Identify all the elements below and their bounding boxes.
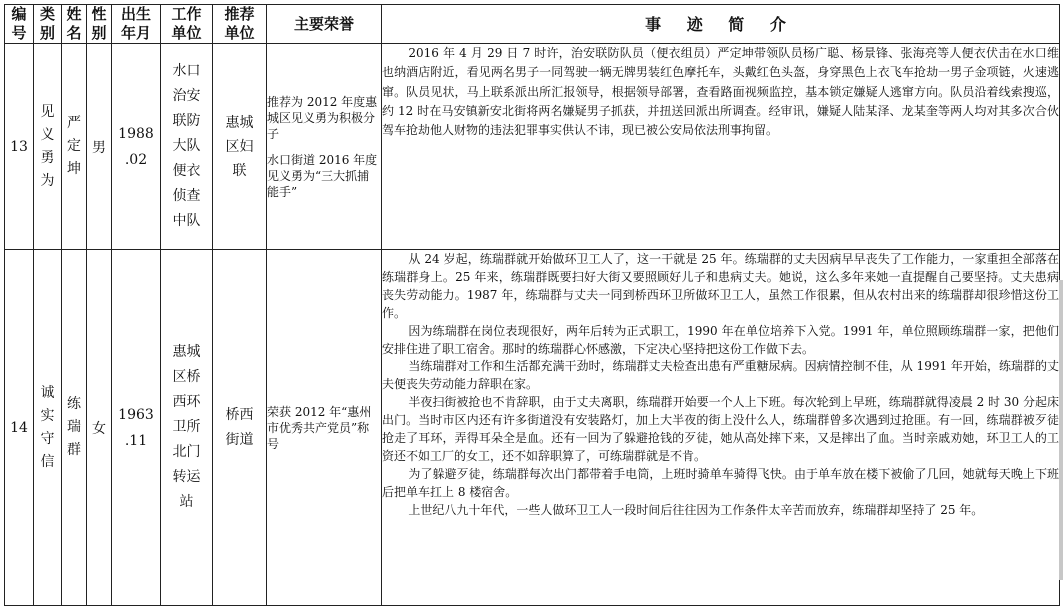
row-category: 诚实守信 bbox=[34, 250, 62, 606]
header-birth: 出生年月 bbox=[112, 5, 161, 44]
row-birth bbox=[112, 44, 161, 250]
vertical-scrollbar[interactable] bbox=[1059, 280, 1063, 580]
story-paragraph: 从 24 岁起，练瑞群就开始做环卫工人了，这一干就是 25 年。练瑞群的丈夫因病早早丧失了工作能力，一家重担全部落在练瑞群身上。25 年来，练瑞群既要扫好大街又要照顾好儿子和患病丈夫。她说，这么多年来她一直提醒自己要坚持。丈夫患病丧失劳动能力。1987 年，练瑞群与丈夫一同到桥西环卫所做环卫工人，虽然工作很累，但从农村出来的练瑞群却很珍惜这份工作。 bbox=[382, 252, 1059, 320]
header-category: 类别 bbox=[34, 5, 62, 44]
header-gender: 性别 bbox=[87, 5, 112, 44]
header-no: 编号 bbox=[5, 5, 34, 44]
row-category: 见义勇为 bbox=[34, 44, 62, 250]
honor-item: 推荐为 2012 年度惠城区见义勇为积极分子 bbox=[267, 94, 378, 141]
honor-item: 荣获 2012 年“惠州市优秀共产党员”称号 bbox=[267, 404, 372, 451]
row-birth-month: .11 bbox=[124, 432, 148, 449]
row-story bbox=[382, 44, 1060, 250]
story-paragraph: 半夜扫街被抢也不肯辞职，由于丈夫离职，练瑞群开始要一个人上下班。每次轮到上早班，练瑞群就得凌晨 2 时 30 分起床出门。当时市区内还有许多街道没有安装路灯，加上大半夜的街上没什么人，练瑞群曾多次遇到过抢匪。有一回，练瑞群被歹徒抢走了耳环，弄得耳朵全是血。还有一回为了躲避抢钱的歹徒，她从高处摔下来，又是摔出了血。当时亲戚劝她，环卫工人的工资还不如工厂的女工，还不如辞职算了，可练瑞群就是不肯。 bbox=[382, 395, 1059, 463]
row-birth-year: 1963 bbox=[118, 406, 154, 423]
story-paragraph: 上世纪八九十年代，一些人做环卫工人一段时间后往往因为工作条件太辛苦而放弃，练瑞群却坚持了 25 年。 bbox=[408, 502, 984, 517]
row-name: 严定坤 bbox=[62, 44, 87, 250]
row-recommender: 惠城区妇联 bbox=[213, 44, 267, 250]
table-row bbox=[5, 44, 1060, 250]
row-birth-month: .02 bbox=[124, 151, 148, 168]
table-row bbox=[5, 250, 1060, 606]
header-story: 事 迹 简 介 bbox=[382, 5, 1060, 44]
row-story bbox=[382, 250, 1060, 606]
header-name: 姓名 bbox=[62, 5, 87, 44]
story-paragraph: 因为练瑞群在岗位表现很好，两年后转为正式职工，1990 年在单位培养下入党。1991 年，单位照顾练瑞群一家，把他们安排住进了职工宿舍。那时的练瑞群心怀感激，下定决心坚持把这份工作做下去。 bbox=[382, 323, 1059, 356]
story-paragraph: 当练瑞群对工作和生活都充满干劲时，练瑞群丈夫检查出患有严重糖尿病。因病情控制不佳，从 1991 年开始，练瑞群的丈夫便丧失劳动能力辞职在家。 bbox=[382, 359, 1059, 392]
row-honors bbox=[267, 44, 382, 250]
row-no: 14 bbox=[5, 250, 34, 606]
row-honors bbox=[267, 250, 382, 606]
row-gender: 男 bbox=[87, 44, 112, 250]
row-name: 练瑞群 bbox=[62, 250, 87, 606]
header-row bbox=[5, 5, 1060, 44]
header-recommender: 推荐单位 bbox=[213, 5, 267, 44]
story-paragraph: 为了躲避歹徒，练瑞群每次出门都带着手电筒，上班时骑单车骑得飞快。由于单车放在楼下被偷了几回，她就每天晚上下班后把单车扛上 8 楼宿舍。 bbox=[382, 466, 1059, 499]
header-unit: 工作单位 bbox=[161, 5, 213, 44]
header-honors: 主要荣誉 bbox=[267, 5, 382, 44]
row-recommender: 桥西街道 bbox=[213, 250, 267, 606]
row-birth bbox=[112, 250, 161, 606]
honor-roll-table bbox=[4, 4, 1060, 606]
row-gender: 女 bbox=[87, 250, 112, 606]
row-unit: 水口治安联防大队便衣侦查中队 bbox=[161, 44, 213, 250]
row-no: 13 bbox=[5, 44, 34, 250]
honor-item: 水口街道 2016 年度见义勇为“三大抓捕能手” bbox=[267, 152, 378, 199]
row-birth-year: 1988 bbox=[118, 125, 154, 142]
story-paragraph: 2016 年 4 月 29 日 7 时许，治安联防队员（便衣组员）严定坤带领队员杨广聪、杨景锋、张海亮等人便衣伏击在水口维也纳酒店附近，看见两名男子一同驾驶一辆无牌男装红色摩托车，头戴红色头盔，身穿黑色上衣飞车抢劫一男子金项链，火速逃窜。队员见状，马上联系派出所汇报领导，根据领导部署，查看路面视频监控，基本锁定嫌疑人逃窜方向。队员沿着线索搜巡，约 12 时在马安镇新安北街将两名嫌疑男子抓获，并扭送回派出所调查。经审讯，嫌疑人陆某泽、龙某奎等两人均对其多次合伙驾车抢劫他人财物的违法犯罪事实供认不讳，现已被公安局依法刑事拘留。 bbox=[382, 46, 1059, 138]
row-unit: 惠城区桥西环卫所北门转运站 bbox=[161, 250, 213, 606]
